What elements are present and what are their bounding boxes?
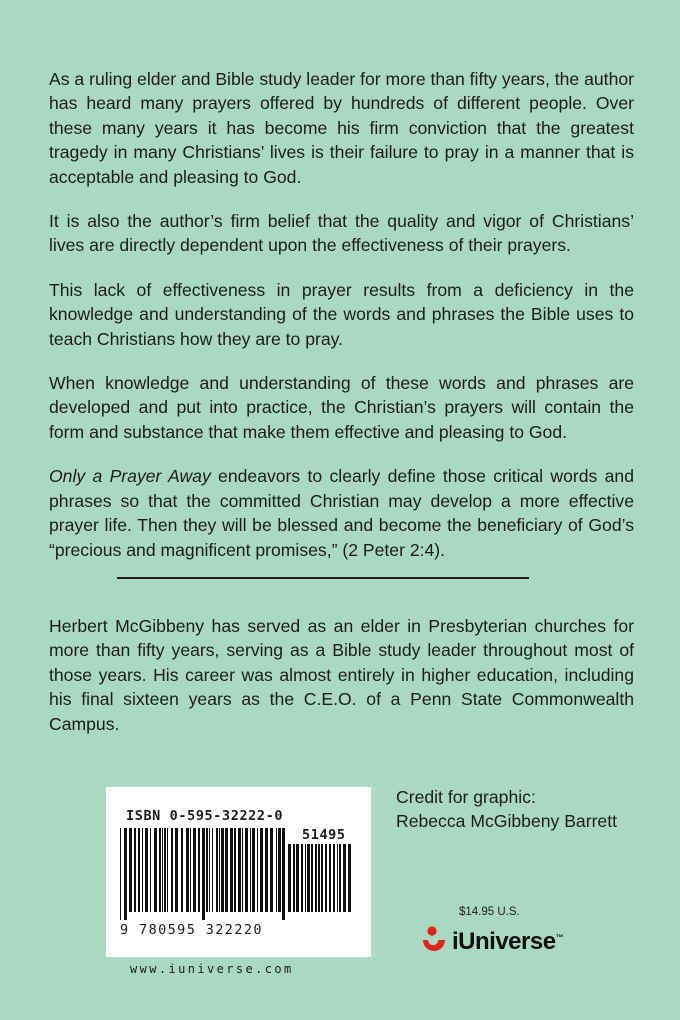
barcode-bar bbox=[167, 828, 168, 912]
barcode-bar bbox=[329, 844, 331, 912]
barcode-bar bbox=[288, 844, 291, 912]
barcode-bar bbox=[278, 828, 281, 912]
author-bio bbox=[49, 614, 634, 736]
isbn-number: ISBN 0-595-32222-0 bbox=[126, 808, 284, 824]
barcode-bar bbox=[343, 844, 346, 912]
barcode-bar bbox=[305, 844, 306, 912]
barcode-bar bbox=[142, 828, 143, 912]
barcode-bar bbox=[221, 828, 224, 912]
section-divider bbox=[117, 577, 529, 579]
blurb-paragraph-5 bbox=[49, 464, 634, 562]
barcode-bar bbox=[202, 828, 205, 920]
publisher-name bbox=[452, 928, 563, 956]
isbn-barcode bbox=[106, 787, 371, 957]
barcode-bar bbox=[150, 828, 151, 912]
barcode-bar bbox=[311, 844, 313, 912]
trademark-symbol: ™ bbox=[555, 933, 564, 942]
barcode-bar bbox=[120, 828, 121, 920]
barcode-bar bbox=[257, 828, 258, 912]
barcode-bar bbox=[265, 828, 268, 912]
barcode-bar bbox=[198, 828, 200, 912]
barcode-bar bbox=[245, 828, 248, 912]
barcode-bar bbox=[234, 828, 236, 912]
credit-label: Credit for graphic: bbox=[396, 787, 536, 807]
blurb-paragraph-1: As a ruling elder and Bible study leader for more than fifty years, the author has heard many prayers offered by hundreds of different people. Over these many years it has become his firm conviction that the greatest tragedy in many Christians’ lives is their failure to pray in a manner that is acceptable and pleasing to God. bbox=[49, 69, 634, 187]
publisher-wordmark: iUniverse bbox=[452, 928, 556, 955]
barcode-bar bbox=[134, 828, 136, 912]
barcode-bar bbox=[282, 828, 285, 920]
barcode-bar bbox=[230, 828, 233, 912]
barcode-bar bbox=[321, 844, 323, 912]
barcode-bar bbox=[154, 828, 157, 912]
barcode-bar bbox=[307, 844, 310, 912]
retail-price: $14.95 U.S. bbox=[459, 906, 520, 918]
barcode-bar bbox=[175, 828, 178, 912]
barcode-bar bbox=[260, 828, 263, 912]
barcode-bar bbox=[216, 828, 218, 912]
blurb-paragraph-2: It is also the author’s firm belief that the quality and vigor of Christians’ lives are directly dependent upon the effectiveness of their prayers. bbox=[49, 211, 634, 256]
barcode-bar bbox=[333, 844, 335, 912]
barcode-bar bbox=[162, 828, 163, 912]
barcode-bar bbox=[159, 828, 161, 912]
barcode-bar bbox=[193, 828, 196, 912]
barcode-bar bbox=[129, 828, 132, 912]
barcode-bar bbox=[270, 828, 273, 912]
barcode-bar bbox=[348, 844, 351, 912]
barcode-bar bbox=[164, 828, 166, 912]
barcode-bar bbox=[252, 828, 255, 912]
barcode-bar bbox=[318, 844, 320, 912]
price-code: 51495 bbox=[302, 827, 346, 843]
barcode-bar bbox=[325, 844, 327, 912]
barcode-bar bbox=[301, 844, 303, 912]
barcode-bar bbox=[238, 828, 241, 912]
graphic-credit bbox=[396, 785, 617, 834]
credit-name: Rebecca McGibbeny Barrett bbox=[396, 811, 617, 832]
book-title: Only a Prayer Away bbox=[49, 466, 211, 487]
barcode-bar bbox=[296, 844, 299, 912]
blurb-paragraph-5-text: endeavors to clearly define those critical words and phrases so that the committed Christian may develop a more effective prayer life. Then they will be blessed and become the beneficiary of God’s “precious and magnificent promises,” (2 Peter 2:4). bbox=[49, 466, 634, 560]
barcode-bar bbox=[250, 828, 251, 912]
barcode-bar bbox=[225, 828, 228, 912]
iuniverse-logo-icon bbox=[418, 925, 450, 959]
barcode-bar bbox=[186, 828, 189, 912]
barcode-bar bbox=[337, 844, 338, 912]
barcode-bar bbox=[138, 828, 140, 912]
barcode-bar bbox=[276, 828, 277, 912]
blurb-paragraph-3: This lack of effectiveness in prayer results from a deficiency in the knowledge and understanding of the words and phrases the Bible uses to teach Christians how they are to pray. bbox=[49, 279, 634, 349]
barcode-bar bbox=[181, 828, 183, 912]
website-url: www.iuniverse.com bbox=[130, 962, 294, 976]
barcode-bar bbox=[339, 844, 341, 912]
barcode-bar bbox=[242, 828, 243, 912]
ean-digits: 9 780595 322220 bbox=[120, 922, 263, 938]
barcode-bar bbox=[124, 828, 127, 920]
author-bio-text: Herbert McGibbeny has served as an elder in Presbyterian churches for more than fifty years, serving as a Bible study leader throughout most of those years. His career was almost entirely in higher education, including his final sixteen years as the C.E.O. of a Penn State Commonwealth Campus. bbox=[49, 616, 634, 734]
barcode-bar bbox=[209, 828, 210, 912]
barcode-bar bbox=[212, 828, 213, 912]
barcode-bar bbox=[171, 828, 173, 912]
barcode-bar bbox=[219, 828, 220, 912]
barcode-bar bbox=[315, 844, 317, 912]
blurb-paragraph-4: When knowledge and understanding of these words and phrases are developed and put into practice, the Christian’s prayers will contain the form and substance that make them effective and pleasing to God. bbox=[49, 373, 634, 442]
barcode-bar bbox=[145, 828, 148, 912]
price-barcode-bars bbox=[288, 844, 354, 920]
ean-barcode-bars bbox=[120, 828, 285, 920]
barcode-bar bbox=[190, 828, 191, 912]
barcode-bar bbox=[293, 844, 295, 912]
barcode-bar bbox=[206, 828, 208, 912]
back-cover-blurb bbox=[49, 67, 634, 582]
